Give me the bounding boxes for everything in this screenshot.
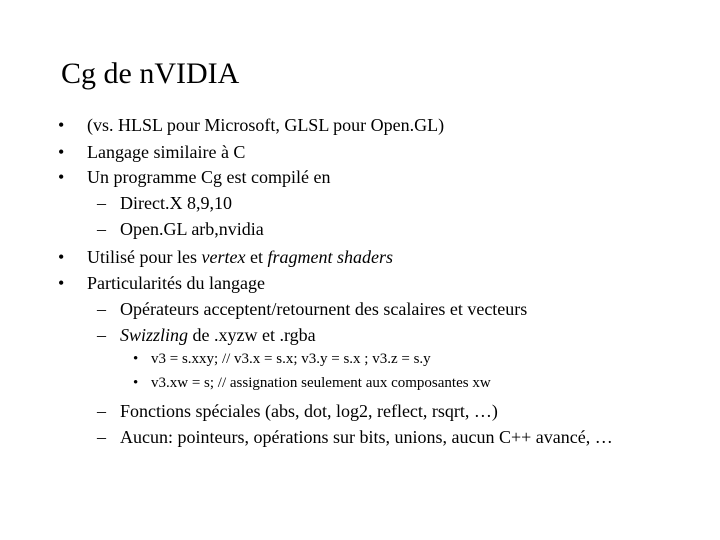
text-segment: Utilisé pour les	[87, 247, 202, 267]
list-item-text: Langage similaire à C	[87, 142, 246, 162]
bullet-marker: •	[58, 142, 65, 162]
italic-text: Swizzling	[120, 325, 189, 345]
italic-text: vertex	[201, 247, 246, 267]
list-item-text: v3.xw = s; // assignation seulement aux composantes xw	[151, 375, 491, 391]
list-item-text: Aucun: pointeurs, opérations sur bits, unions, aucun C++ avancé, …	[120, 427, 613, 447]
bullet-marker: •	[58, 115, 65, 135]
text-segment: et	[245, 247, 268, 267]
list-item-text: Open.GL arb,nvidia	[120, 219, 264, 239]
list-item-text: Un programme Cg est compilé en	[87, 167, 331, 187]
text-segment: de .xyzw et .rgba	[188, 325, 316, 345]
slide-title: Cg de nVIDIA	[61, 57, 240, 90]
bullet-marker: •	[58, 273, 65, 293]
list-item-text: Particularités du langage	[87, 273, 265, 293]
bullet-marker: •	[58, 247, 65, 267]
italic-text: fragment shaders	[267, 247, 393, 267]
dash-marker: –	[97, 427, 106, 447]
list-item-text	[120, 324, 316, 346]
bullet-marker: •	[133, 375, 139, 391]
dash-marker: –	[97, 219, 106, 239]
dash-marker: –	[97, 299, 106, 319]
list-item-text: v3 = s.xxy; // v3.x = s.x; v3.y = s.x ; v3.z = s.y	[151, 351, 431, 367]
list-item-text: Opérateurs acceptent/retournent des scalaires et vecteurs	[120, 299, 528, 319]
bullet-marker: •	[133, 351, 139, 367]
dash-marker: –	[97, 325, 106, 345]
bullet-marker: •	[58, 167, 65, 187]
list-item-text	[87, 246, 393, 268]
list-item-text: Direct.X 8,9,10	[120, 193, 232, 213]
dash-marker: –	[97, 401, 106, 421]
list-item-text: Fonctions spéciales (abs, dot, log2, reflect, rsqrt, …)	[120, 401, 498, 421]
list-item-text: (vs. HLSL pour Microsoft, GLSL pour Open.GL)	[87, 115, 445, 135]
dash-marker: –	[97, 193, 106, 213]
